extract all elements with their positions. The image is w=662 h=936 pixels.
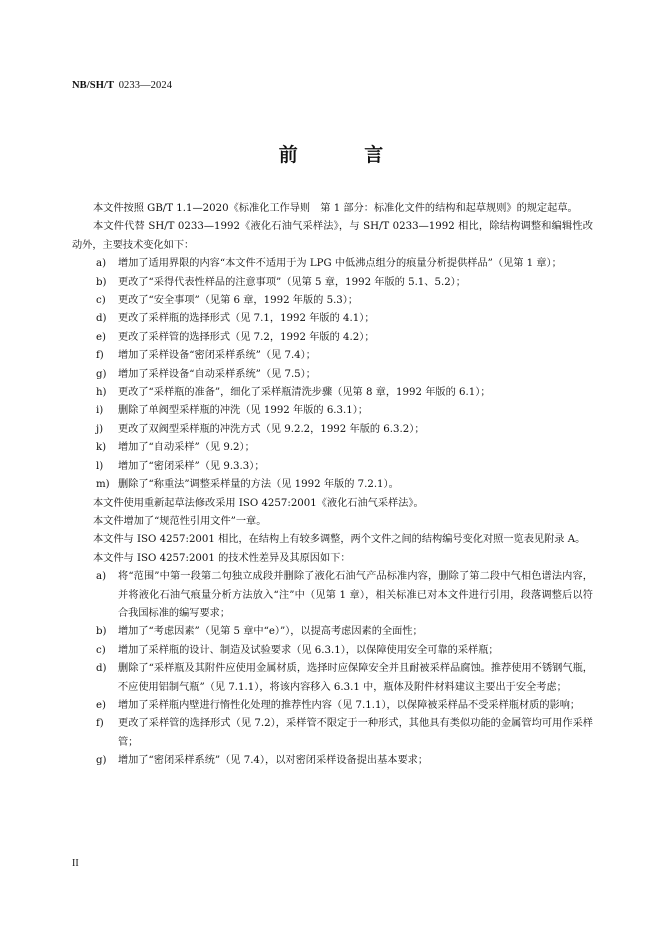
list-item-text: 增加了“自动采样”（见 9.2）； bbox=[118, 442, 255, 454]
list-item-label: e) bbox=[96, 699, 107, 711]
list-item bbox=[72, 310, 593, 328]
list-item-label: m) bbox=[96, 479, 110, 491]
list-item-label: c) bbox=[96, 295, 106, 307]
standard-code bbox=[72, 80, 172, 91]
list-item bbox=[72, 292, 593, 310]
list-item-label: h) bbox=[96, 387, 107, 399]
list-item-label: a) bbox=[96, 258, 107, 270]
list-item-text: 更改了“安全事项”（见第 6 章，1992 年版的 5.3）； bbox=[118, 295, 359, 307]
list-item bbox=[72, 255, 593, 273]
page-number: II bbox=[72, 858, 79, 869]
list-item-text: 增加了“密闭采样系统”（见 7.4），以对密闭采样设备提出基本要求； bbox=[118, 755, 429, 767]
list-item bbox=[72, 384, 593, 402]
document-body bbox=[72, 200, 593, 771]
list-item bbox=[72, 476, 593, 494]
list-item-text: 增加了“密闭采样”（见 9.3.3）； bbox=[118, 460, 265, 472]
list-item-text: 更改了“采样瓶的准备”，细化了采样瓶清洗步骤（见第 8 章，1992 年版的 6.1）； bbox=[118, 387, 491, 399]
list-item-label: f) bbox=[96, 350, 104, 362]
body-paragraph: 本文件与 ISO 4257:2001 相比，在结构上有较多调整，两个文件之间的结构编号变化对照一览表见附录 A。 bbox=[93, 534, 586, 546]
list-item bbox=[72, 623, 593, 641]
list-item-label: d) bbox=[96, 313, 107, 325]
list-item bbox=[72, 568, 593, 623]
differences-list bbox=[72, 568, 593, 770]
list-item-label: a) bbox=[96, 571, 107, 583]
list-item-label: j) bbox=[96, 423, 104, 435]
list-item bbox=[72, 347, 593, 365]
list-item-label: d) bbox=[96, 663, 107, 675]
list-item bbox=[72, 274, 593, 292]
changes-list bbox=[72, 255, 593, 494]
list-item-label: e) bbox=[96, 331, 107, 343]
list-item-label: f) bbox=[96, 718, 104, 730]
list-item-label: i) bbox=[96, 405, 104, 417]
intro-paragraph: 本文件按照 GB/T 1.1—2020《标准化工作导则 第 1 部分：标准化文件的结构和起草规则》的规定起草。 bbox=[93, 203, 578, 214]
list-item-label: k) bbox=[96, 442, 107, 454]
list-item-text: 增加了适用界限的内容“本文件不适用于为 LPG 中低沸点组分的痕量分析提供样品”（见第 1 章）； bbox=[118, 258, 562, 270]
body-paragraph: 本文件增加了“规范性引用文件”一章。 bbox=[93, 515, 267, 527]
standard-number: 0233—2024 bbox=[118, 80, 173, 91]
list-item-label: b) bbox=[96, 626, 107, 638]
list-item bbox=[72, 752, 593, 770]
list-item-text: 增加了采样设备“自动采样系统”（见 7.5）； bbox=[118, 368, 316, 380]
list-item-text: 增加了“考虑因素”（见第 5 章中“e）”），以提高考虑因素的全面性； bbox=[118, 626, 423, 638]
list-item-text: 更改了“采得代表性样品的注意事项”（见第 5 章，1992 年版的 5.1、5.2）； bbox=[118, 276, 466, 288]
page-title: 前 言 bbox=[278, 144, 414, 166]
body-paragraph: 本文件与 ISO 4257:2001 的技术性差异及其原因如下： bbox=[93, 552, 351, 564]
list-item bbox=[72, 715, 593, 752]
list-item-text: 更改了采样管的选择形式（见 7.2），采样管不限定于一种形式，其他具有类似功能的金属管均可用作采样管； bbox=[118, 718, 593, 748]
body-paragraph: 本文件使用重新起草法修改采用 ISO 4257:2001《液化石油气采样法》。 bbox=[93, 497, 424, 509]
list-item bbox=[72, 366, 593, 384]
list-item bbox=[72, 329, 593, 347]
list-item-label: l) bbox=[96, 460, 104, 472]
list-item bbox=[72, 439, 593, 457]
list-item-text: 更改了双阀型采样瓶的冲洗方式（见 9.2.2，1992 年版的 6.3.2）； bbox=[118, 423, 425, 435]
intro-paragraph: 本文件代替 SH/T 0233—1992《液化石油气采样法》，与 SH/T 0233—1992 相比，除结构调整和编辑性改动外，主要技术变化如下： bbox=[72, 221, 593, 251]
list-item-text: 删除了“采样瓶及其附件应使用金属材质，选择时应保障安全并且耐被采样品腐蚀。推荐使用不锈钢气瓶，不应使用铝制气瓶”（见 7.1.1），将该内容移入 6.3.1 中，瓶体及附件材料建议主要出于安全考虑； bbox=[118, 663, 593, 693]
standard-prefix: NB/SH/T bbox=[72, 80, 114, 91]
list-item-text: 更改了采样瓶的选择形式（见 7.1，1992 年版的 4.1）； bbox=[118, 313, 375, 325]
list-item-text: 删除了“称重法”调整采样量的方法（见 1992 年版的 7.2.1）。 bbox=[118, 479, 399, 491]
list-item-text: 增加了采样设备“密闭采样系统”（见 7.4）； bbox=[118, 350, 316, 362]
list-item-label: g) bbox=[96, 755, 107, 767]
list-item-label: b) bbox=[96, 276, 107, 288]
list-item bbox=[72, 697, 593, 715]
list-item-text: 增加了采样瓶的设计、制造及试验要求（见 6.3.1），以保障使用安全可靠的采样瓶； bbox=[118, 644, 499, 656]
list-item bbox=[72, 642, 593, 660]
list-item bbox=[72, 458, 593, 476]
list-item bbox=[72, 660, 593, 697]
list-item bbox=[72, 402, 593, 420]
list-item-text: 将“范围”中第一段第二句独立成段并删除了液化石油气产品标准内容，删除了第二段中气相色谱法内容，并将液化石油气痕量分析方法放入“注”中（见第 1 章），相关标准已对本文件进行引用，段落调整后以符合我国标准的编写要求； bbox=[118, 571, 593, 619]
list-item-text: 增加了采样瓶内壁进行惰性化处理的推荐性内容（见 7.1.1），以保障被采样品不受采样瓶材质的影响； bbox=[118, 699, 581, 711]
list-item-label: c) bbox=[96, 644, 106, 656]
list-item bbox=[72, 421, 593, 439]
list-item-label: g) bbox=[96, 368, 107, 380]
list-item-text: 删除了单阀型采样瓶的冲洗（见 1992 年版的 6.3.1）； bbox=[118, 405, 369, 417]
list-item-text: 更改了采样管的选择形式（见 7.2，1992 年版的 4.2）； bbox=[118, 331, 375, 343]
